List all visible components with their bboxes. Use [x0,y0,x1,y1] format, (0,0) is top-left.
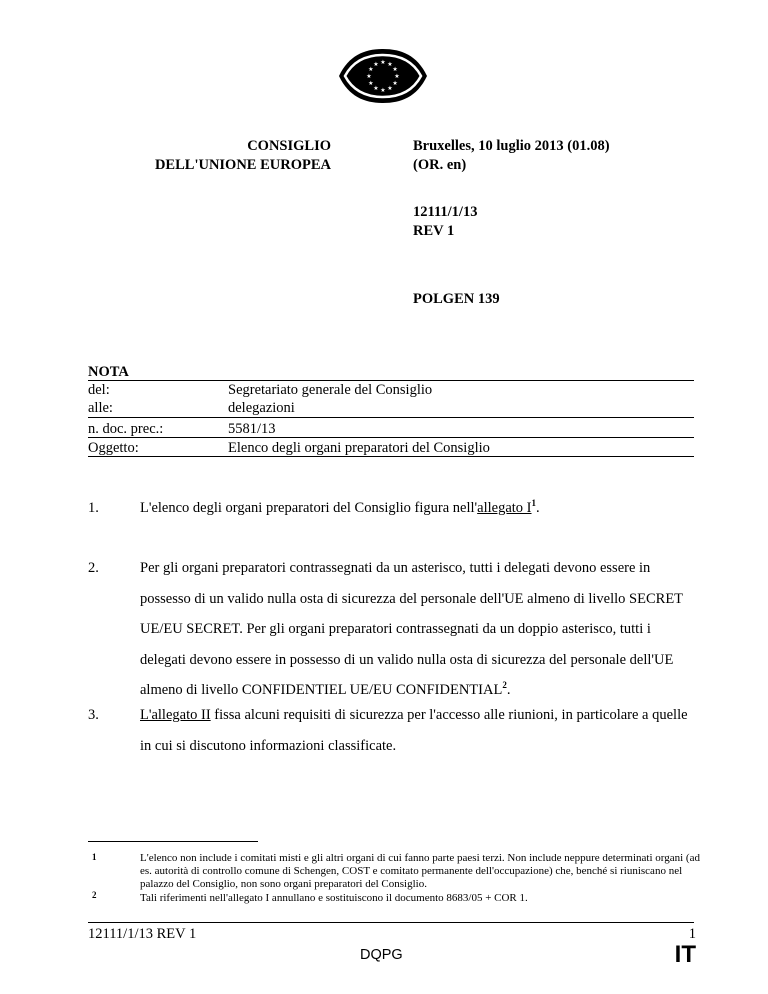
page-number: 1 [688,926,696,942]
footer-unit: DQPG [360,947,403,963]
language-code: IT [674,941,696,968]
footer-doc-ref: 12111/1/13 REV 1 [88,926,197,942]
document-number: 12111/1/13 [413,204,478,220]
star-icon: ★ [387,60,393,68]
document-revision: REV 1 [413,223,455,239]
logo-shape [339,49,427,103]
star-icon: ★ [373,85,379,93]
council-logo [335,47,431,105]
row-value-prev-doc: 5581/13 [228,421,276,437]
footnote-separator [88,841,258,842]
star-icon: ★ [392,66,398,73]
footer-divider [88,922,694,923]
paragraph-2: Per gli organi preparatori contrassegnati da un asterisco, tutti i delegati devono essere in possesso di un valido nulla osta di sicurezza del personale dell'UE almeno di livello SECRET UE/EU SECRET. Per gli organi preparatori contrassegnati da un doppio asterisco, tutti i delegati devono essere in possesso di un valido nulla osta di sicurezza del personale dell'UE almeno di livello CONFIDENTIEL UE/EU CONFIDENTIAL$^2$. [140,560,683,698]
date-line: Bruxelles, 10 luglio 2013 (01.08) [413,138,610,154]
star-icon: ★ [368,80,374,87]
table-divider [88,456,694,457]
row-value-from: Segretariato generale del Consiglio [228,382,433,398]
row-label-to: alle: [88,400,113,416]
annex-ii-link[interactable]: L'allegato II [140,707,211,723]
paragraph-number: 3. [88,707,99,723]
council-name-line2: DELL'UNIONE EUROPEA [154,157,331,173]
star-icon: ★ [380,87,386,94]
paragraph-number: 2. [88,560,99,576]
star-icon: ★ [373,60,379,68]
footnote-1: L'elenco non include i comitati misti e gli altri organi di cui fanno parte paesi terzi. Non include neppure determinati organi (ad es. autorità di controllo comune di Schengen, COST e comitato permanente dell'occupazione) che, benché si riuniscano nel palazzo del Consiglio, non sono organi preparatori del Consiglio. [140,852,700,891]
row-label-from: del: [88,382,110,398]
paragraph-3: L'allegato II fissa alcuni requisiti di sicurezza per l'accesso alle riunioni, in particolare a quelle in cui si discutono informazioni classificate. [140,707,688,754]
star-icon: ★ [380,59,386,66]
star-icon: ★ [392,80,398,87]
paragraph-number: 1. [88,500,99,516]
document-code: POLGEN 139 [413,291,500,307]
star-icon: ★ [368,66,374,73]
footnote-number: 2 [92,890,97,900]
footnote-2: Tali riferimenti nell'allegato I annullano e sostituiscono il documento 8683/05 + COR 1. [140,892,528,904]
footnote-number: 1 [92,852,97,862]
star-icon: ★ [394,73,400,80]
table-divider [88,417,694,418]
row-value-subject: Elenco degli organi preparatori del Consiglio [228,440,490,456]
paragraph-1: L'elenco degli organi preparatori del Consiglio figura nell'allegato $I^1$. [140,498,540,516]
original-language: (OR. en) [413,157,467,173]
annex-i-link[interactable]: allegato I [477,500,532,516]
council-name-line1: CONSIGLIO [247,138,331,154]
row-value-to: delegazioni [228,400,295,416]
star-icon: ★ [387,85,393,93]
row-label-subject: Oggetto: [88,440,139,456]
footnote-ref-1: 1 [531,498,537,509]
star-icon: ★ [366,73,372,80]
nota-title: NOTA [88,364,129,380]
table-divider [88,437,694,438]
row-label-prev-doc: n. doc. prec.: [88,421,164,437]
footnote-ref-2: 2 [502,680,507,691]
